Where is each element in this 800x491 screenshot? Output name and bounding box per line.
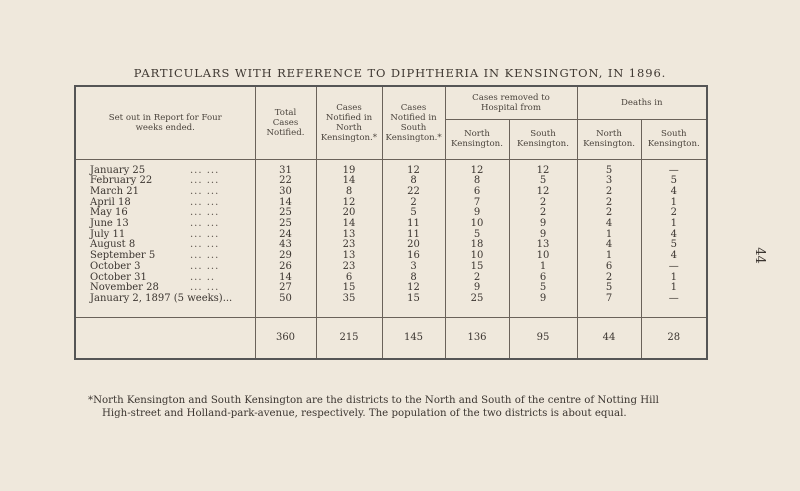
cell-deaths-south: 4: [641, 187, 707, 198]
cell-north: 19: [316, 166, 382, 177]
row-dots: ... ..: [190, 271, 216, 283]
header-south-notified: Cases Notified in South Kensington.*: [382, 86, 445, 159]
table-row: [75, 219, 707, 230]
cell-north: 35: [316, 294, 382, 305]
row-period: May 16: [90, 207, 128, 219]
table-row: [75, 187, 707, 198]
header-deaths-north: North Kensington.: [577, 119, 641, 159]
cell-removed-north: 2: [445, 273, 509, 284]
cell-removed-north: 10: [445, 251, 509, 262]
cell-removed-south: 12: [509, 187, 577, 198]
cell-total: 14: [255, 273, 316, 284]
table-row: [75, 273, 707, 284]
cell-deaths-south: —: [641, 262, 707, 273]
cell-total: 31: [255, 166, 316, 177]
row-period: February 22: [90, 175, 153, 187]
row-dots: ... ...: [190, 164, 220, 176]
cell-removed-south: 2: [509, 208, 577, 219]
cell-south: 22: [382, 187, 445, 198]
total-removed-south: 95: [509, 317, 577, 359]
cell-south: 11: [382, 219, 445, 230]
header-removed-group: Cases removed to Hospital from: [445, 86, 577, 119]
header-removed-south: South Kensington.: [509, 119, 577, 159]
table-row: [75, 251, 707, 262]
table-row: [75, 198, 707, 209]
cell-total: 29: [255, 251, 316, 262]
cell-deaths-south: 5: [641, 176, 707, 187]
cell-total: 26: [255, 262, 316, 273]
cell-deaths-north: 2: [577, 187, 641, 198]
row-dots: ... ...: [190, 239, 220, 251]
cell-removed-south: 1: [509, 262, 577, 273]
cell-north: 20: [316, 208, 382, 219]
header-deaths-group: Deaths in: [577, 86, 707, 119]
cell-north: 15: [316, 283, 382, 294]
cell-deaths-north: 2: [577, 198, 641, 209]
cell-south: 8: [382, 273, 445, 284]
cell-deaths-south: —: [641, 166, 707, 177]
cell-removed-south: 10: [509, 251, 577, 262]
row-period: September 5: [90, 250, 156, 262]
row-period: November 28: [90, 282, 159, 294]
cell-south: 5: [382, 208, 445, 219]
cell-removed-south: 5: [509, 176, 577, 187]
cell-south: 11: [382, 230, 445, 241]
cell-removed-south: 13: [509, 240, 577, 251]
cell-deaths-north: 1: [577, 230, 641, 241]
cell-removed-south: 6: [509, 273, 577, 284]
cell-total: 25: [255, 219, 316, 230]
total-all: 360: [255, 317, 316, 359]
cell-removed-north: 9: [445, 283, 509, 294]
cell-deaths-north: 6: [577, 262, 641, 273]
cell-north: 13: [316, 251, 382, 262]
cell-south: 3: [382, 262, 445, 273]
row-dots: ... ...: [190, 218, 220, 230]
page-number: 44: [751, 247, 767, 264]
row-dots: ... ...: [190, 185, 220, 197]
cell-north: 6: [316, 273, 382, 284]
cell-total: 27: [255, 283, 316, 294]
cell-north: 8: [316, 187, 382, 198]
cell-deaths-north: 4: [577, 240, 641, 251]
header-deaths-south: South Kensington.: [641, 119, 707, 159]
row-period: March 21: [90, 185, 139, 197]
row-dots: ... ...: [190, 175, 220, 187]
footnote-line-1: *North Kensington and South Kensington are the districts to the North and South of the centre of Notting Hill: [88, 395, 659, 406]
table-row: [75, 240, 707, 251]
table-row: [75, 294, 707, 305]
cell-removed-north: 12: [445, 166, 509, 177]
row-dots: ... ...: [190, 228, 220, 240]
cell-deaths-south: —: [641, 294, 707, 305]
row-period: August 8: [90, 239, 136, 251]
header-north-notified: Cases Notified in North Kensington.*: [316, 86, 382, 159]
row-period: October 3: [90, 260, 141, 272]
cell-deaths-south: 4: [641, 251, 707, 262]
cell-south: 8: [382, 176, 445, 187]
cell-removed-north: 10: [445, 219, 509, 230]
cell-deaths-north: 7: [577, 294, 641, 305]
row-dots: ... ...: [190, 207, 220, 219]
cell-total: 24: [255, 230, 316, 241]
cell-total: 30: [255, 187, 316, 198]
cell-removed-south: 9: [509, 230, 577, 241]
totals-label-cell: [75, 317, 255, 359]
row-dots: ... ...: [190, 282, 220, 294]
cell-removed-south: 12: [509, 166, 577, 177]
cell-deaths-south: 1: [641, 273, 707, 284]
cell-removed-north: 5: [445, 230, 509, 241]
table-title: PARTICULARS WITH REFERENCE TO DIPHTHERIA IN KENSINGTON, IN 1896.: [133, 66, 667, 80]
cell-deaths-north: 4: [577, 219, 641, 230]
cell-deaths-south: 2: [641, 208, 707, 219]
cell-north: 23: [316, 262, 382, 273]
cell-removed-south: 5: [509, 283, 577, 294]
diphtheria-table: [74, 85, 708, 360]
row-dots: ... ...: [190, 250, 220, 262]
header-period: Set out in Report for Four weeks ended.: [75, 86, 255, 159]
cell-removed-south: 9: [509, 294, 577, 305]
cell-deaths-north: 2: [577, 273, 641, 284]
cell-removed-north: 6: [445, 187, 509, 198]
cell-south: 12: [382, 283, 445, 294]
header-removed-north: North Kensington.: [445, 119, 509, 159]
table-row: [75, 176, 707, 187]
row-dots: ... ...: [190, 196, 220, 208]
cell-south: 16: [382, 251, 445, 262]
cell-removed-north: 15: [445, 262, 509, 273]
cell-deaths-south: 4: [641, 230, 707, 241]
row-dots: ... ...: [190, 260, 220, 272]
table-row: [75, 262, 707, 273]
row-period: June 13: [90, 218, 129, 230]
row-period: October 31: [90, 271, 147, 283]
table-row: [75, 166, 707, 177]
cell-total: 14: [255, 198, 316, 209]
total-north: 215: [316, 317, 382, 359]
cell-deaths-south: 5: [641, 240, 707, 251]
total-removed-north: 136: [445, 317, 509, 359]
totals-row: [75, 317, 707, 359]
cell-removed-north: 7: [445, 198, 509, 209]
cell-total: 25: [255, 208, 316, 219]
cell-removed-south: 9: [509, 219, 577, 230]
cell-deaths-north: 1: [577, 251, 641, 262]
cell-deaths-south: 1: [641, 219, 707, 230]
cell-deaths-north: 2: [577, 208, 641, 219]
row-period: April 18: [90, 196, 131, 208]
row-period: July 11: [90, 228, 126, 240]
cell-removed-north: 8: [445, 176, 509, 187]
cell-deaths-south: 1: [641, 283, 707, 294]
cell-deaths-south: 1: [641, 198, 707, 209]
table-row: [75, 208, 707, 219]
cell-south: 12: [382, 166, 445, 177]
cell-south: 20: [382, 240, 445, 251]
cell-north: 13: [316, 230, 382, 241]
total-south: 145: [382, 317, 445, 359]
cell-north: 14: [316, 176, 382, 187]
cell-deaths-north: 5: [577, 283, 641, 294]
cell-removed-north: 18: [445, 240, 509, 251]
cell-north: 14: [316, 219, 382, 230]
cell-removed-north: 9: [445, 208, 509, 219]
cell-removed-south: 2: [509, 198, 577, 209]
row-period: January 25: [90, 164, 146, 176]
header-total: Total Cases Notified.: [255, 86, 316, 159]
cell-removed-north: 25: [445, 294, 509, 305]
cell-total: 43: [255, 240, 316, 251]
cell-total: 50: [255, 294, 316, 305]
cell-deaths-north: 5: [577, 166, 641, 177]
cell-south: 15: [382, 294, 445, 305]
total-deaths-north: 44: [577, 317, 641, 359]
cell-deaths-north: 3: [577, 176, 641, 187]
cell-total: 22: [255, 176, 316, 187]
total-deaths-south: 28: [641, 317, 707, 359]
row-period: January 2, 1897 (5 weeks)...: [90, 292, 233, 304]
cell-north: 23: [316, 240, 382, 251]
table-row: [75, 230, 707, 241]
cell-south: 2: [382, 198, 445, 209]
cell-north: 12: [316, 198, 382, 209]
footnote: [88, 395, 728, 420]
footnote-line-2: High-street and Holland-park-avenue, respectively. The population of the two districts is about equal.: [102, 407, 627, 419]
